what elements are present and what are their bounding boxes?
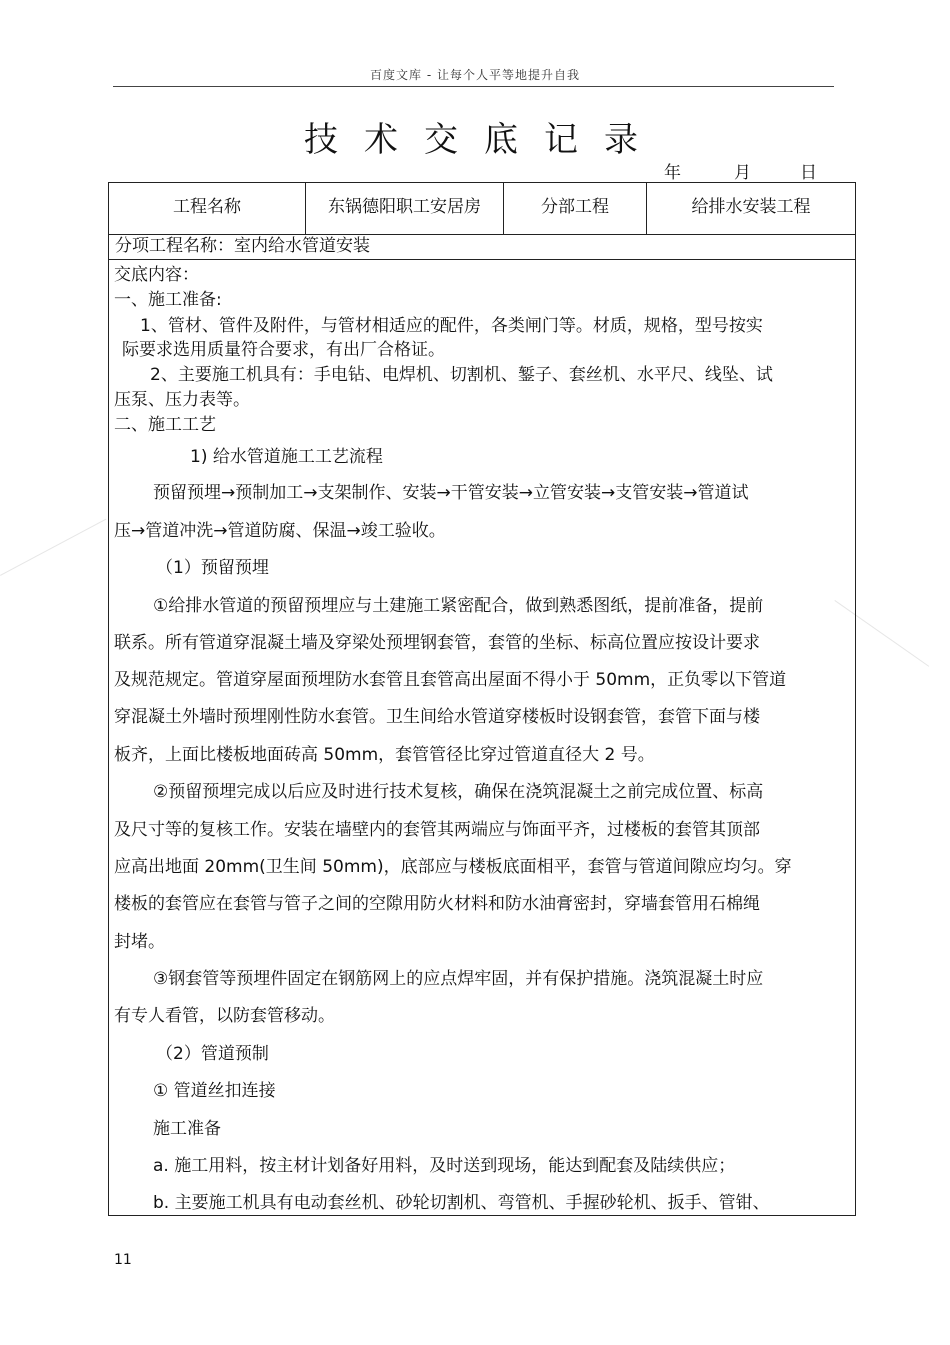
content-line: 1、管材、管件及附件，与管材相适应的配件，各类闸门等。材质，规格，型号按实 — [140, 316, 763, 336]
content-line: （2）管道预制 — [156, 1044, 269, 1064]
content-line: 及规范规定。管道穿屋面预埋防水套管且套管高出屋面不得小于 50mm，正负零以下管道 — [114, 670, 787, 690]
content-line: 施工准备 — [153, 1119, 221, 1139]
content-line: a. 施工用料，按主材计划备好用料，及时送到现场，能达到配套及陆续供应； — [153, 1156, 736, 1176]
content-line: 际要求选用质量符合要求，有出厂合格证。 — [122, 340, 445, 360]
date-year-label: 年 — [664, 163, 681, 183]
content-line: 封堵。 — [114, 932, 165, 952]
project-name-label: 工程名称 — [109, 183, 306, 234]
content-line: 有专人看管，以防套管移动。 — [114, 1006, 335, 1026]
subitem-name: 分项工程名称：室内给水管道安装 — [115, 236, 370, 256]
project-name-value: 东锅德阳职工安居房 — [306, 183, 504, 234]
content-line: 1) 给水管道施工工艺流程 — [190, 447, 383, 467]
content-line: ① 管道丝扣连接 — [153, 1081, 276, 1101]
content-line: 一、施工准备: — [114, 290, 222, 310]
content-line: 穿混凝土外墙时预埋刚性防水套管。卫生间给水管道穿楼板时设钢套管，套管下面与楼 — [114, 707, 760, 727]
header-rule — [113, 86, 834, 87]
content-line: 预留预埋→预制加工→支架制作、安装→干管安装→立管安装→支管安装→管道试 — [153, 483, 749, 503]
content-line: ①给排水管道的预留预埋应与土建施工紧密配合，做到熟悉图纸，提前准备，提前 — [153, 596, 764, 616]
scan-artifact-line — [0, 519, 106, 576]
date-month-label: 月 — [734, 163, 751, 183]
content-line: 应高出地面 20mm(卫生间 50mm)，底部应与楼板底面相平，套管与管道间隙应均匀。穿 — [114, 857, 792, 877]
content-line: 压泵、压力表等。 — [114, 390, 250, 410]
content-line: 楼板的套管应在套管与管子之间的空隙用防火材料和防水油膏密封，穿墙套管用石棉绳 — [114, 894, 760, 914]
header-text: 百度文库 - 让每个人平等地提升自我 — [370, 68, 580, 82]
content-line: ②预留预埋完成以后应及时进行技术复核，确保在浇筑混凝土之前完成位置、标高 — [153, 782, 764, 802]
content-line: （1）预留预埋 — [156, 558, 269, 578]
content-line: ③钢套管等预埋件固定在钢筋网上的应点焊牢固，并有保护措施。浇筑混凝土时应 — [153, 969, 764, 989]
content-line: 板齐，上面比楼板地面砖高 50mm，套管管径比穿过管道直径大 2 号。 — [114, 745, 655, 765]
content-line: b. 主要施工机具有电动套丝机、砂轮切割机、弯管机、手握砂轮机、扳手、管钳、 — [153, 1193, 770, 1213]
content-line: 压→管道冲洗→管道防腐、保温→竣工验收。 — [114, 521, 446, 541]
subitem-row — [109, 234, 855, 260]
date-day-label: 日 — [800, 163, 817, 183]
content-line: 二、施工工艺 — [114, 415, 216, 435]
page-number: 11 — [114, 1252, 132, 1268]
content-line: 及尺寸等的复核工作。安装在墙壁内的套管其两端应与饰面平齐，过楼板的套管其顶部 — [114, 820, 760, 840]
table-header-row — [109, 183, 855, 235]
content-line: 交底内容： — [114, 265, 199, 285]
content-line: 2、主要施工机具有：手电钻、电焊机、切割机、錾子、套丝机、水平尺、线坠、试 — [150, 365, 773, 385]
content-line: 联系。所有管道穿混凝土墙及穿梁处预埋钢套管，套管的坐标、标高位置应按设计要求 — [114, 633, 760, 653]
division-value: 给排水安装工程 — [691, 197, 811, 217]
division-label: 分部工程 — [504, 183, 647, 234]
document-title: 技术交底记录 — [304, 120, 664, 160]
